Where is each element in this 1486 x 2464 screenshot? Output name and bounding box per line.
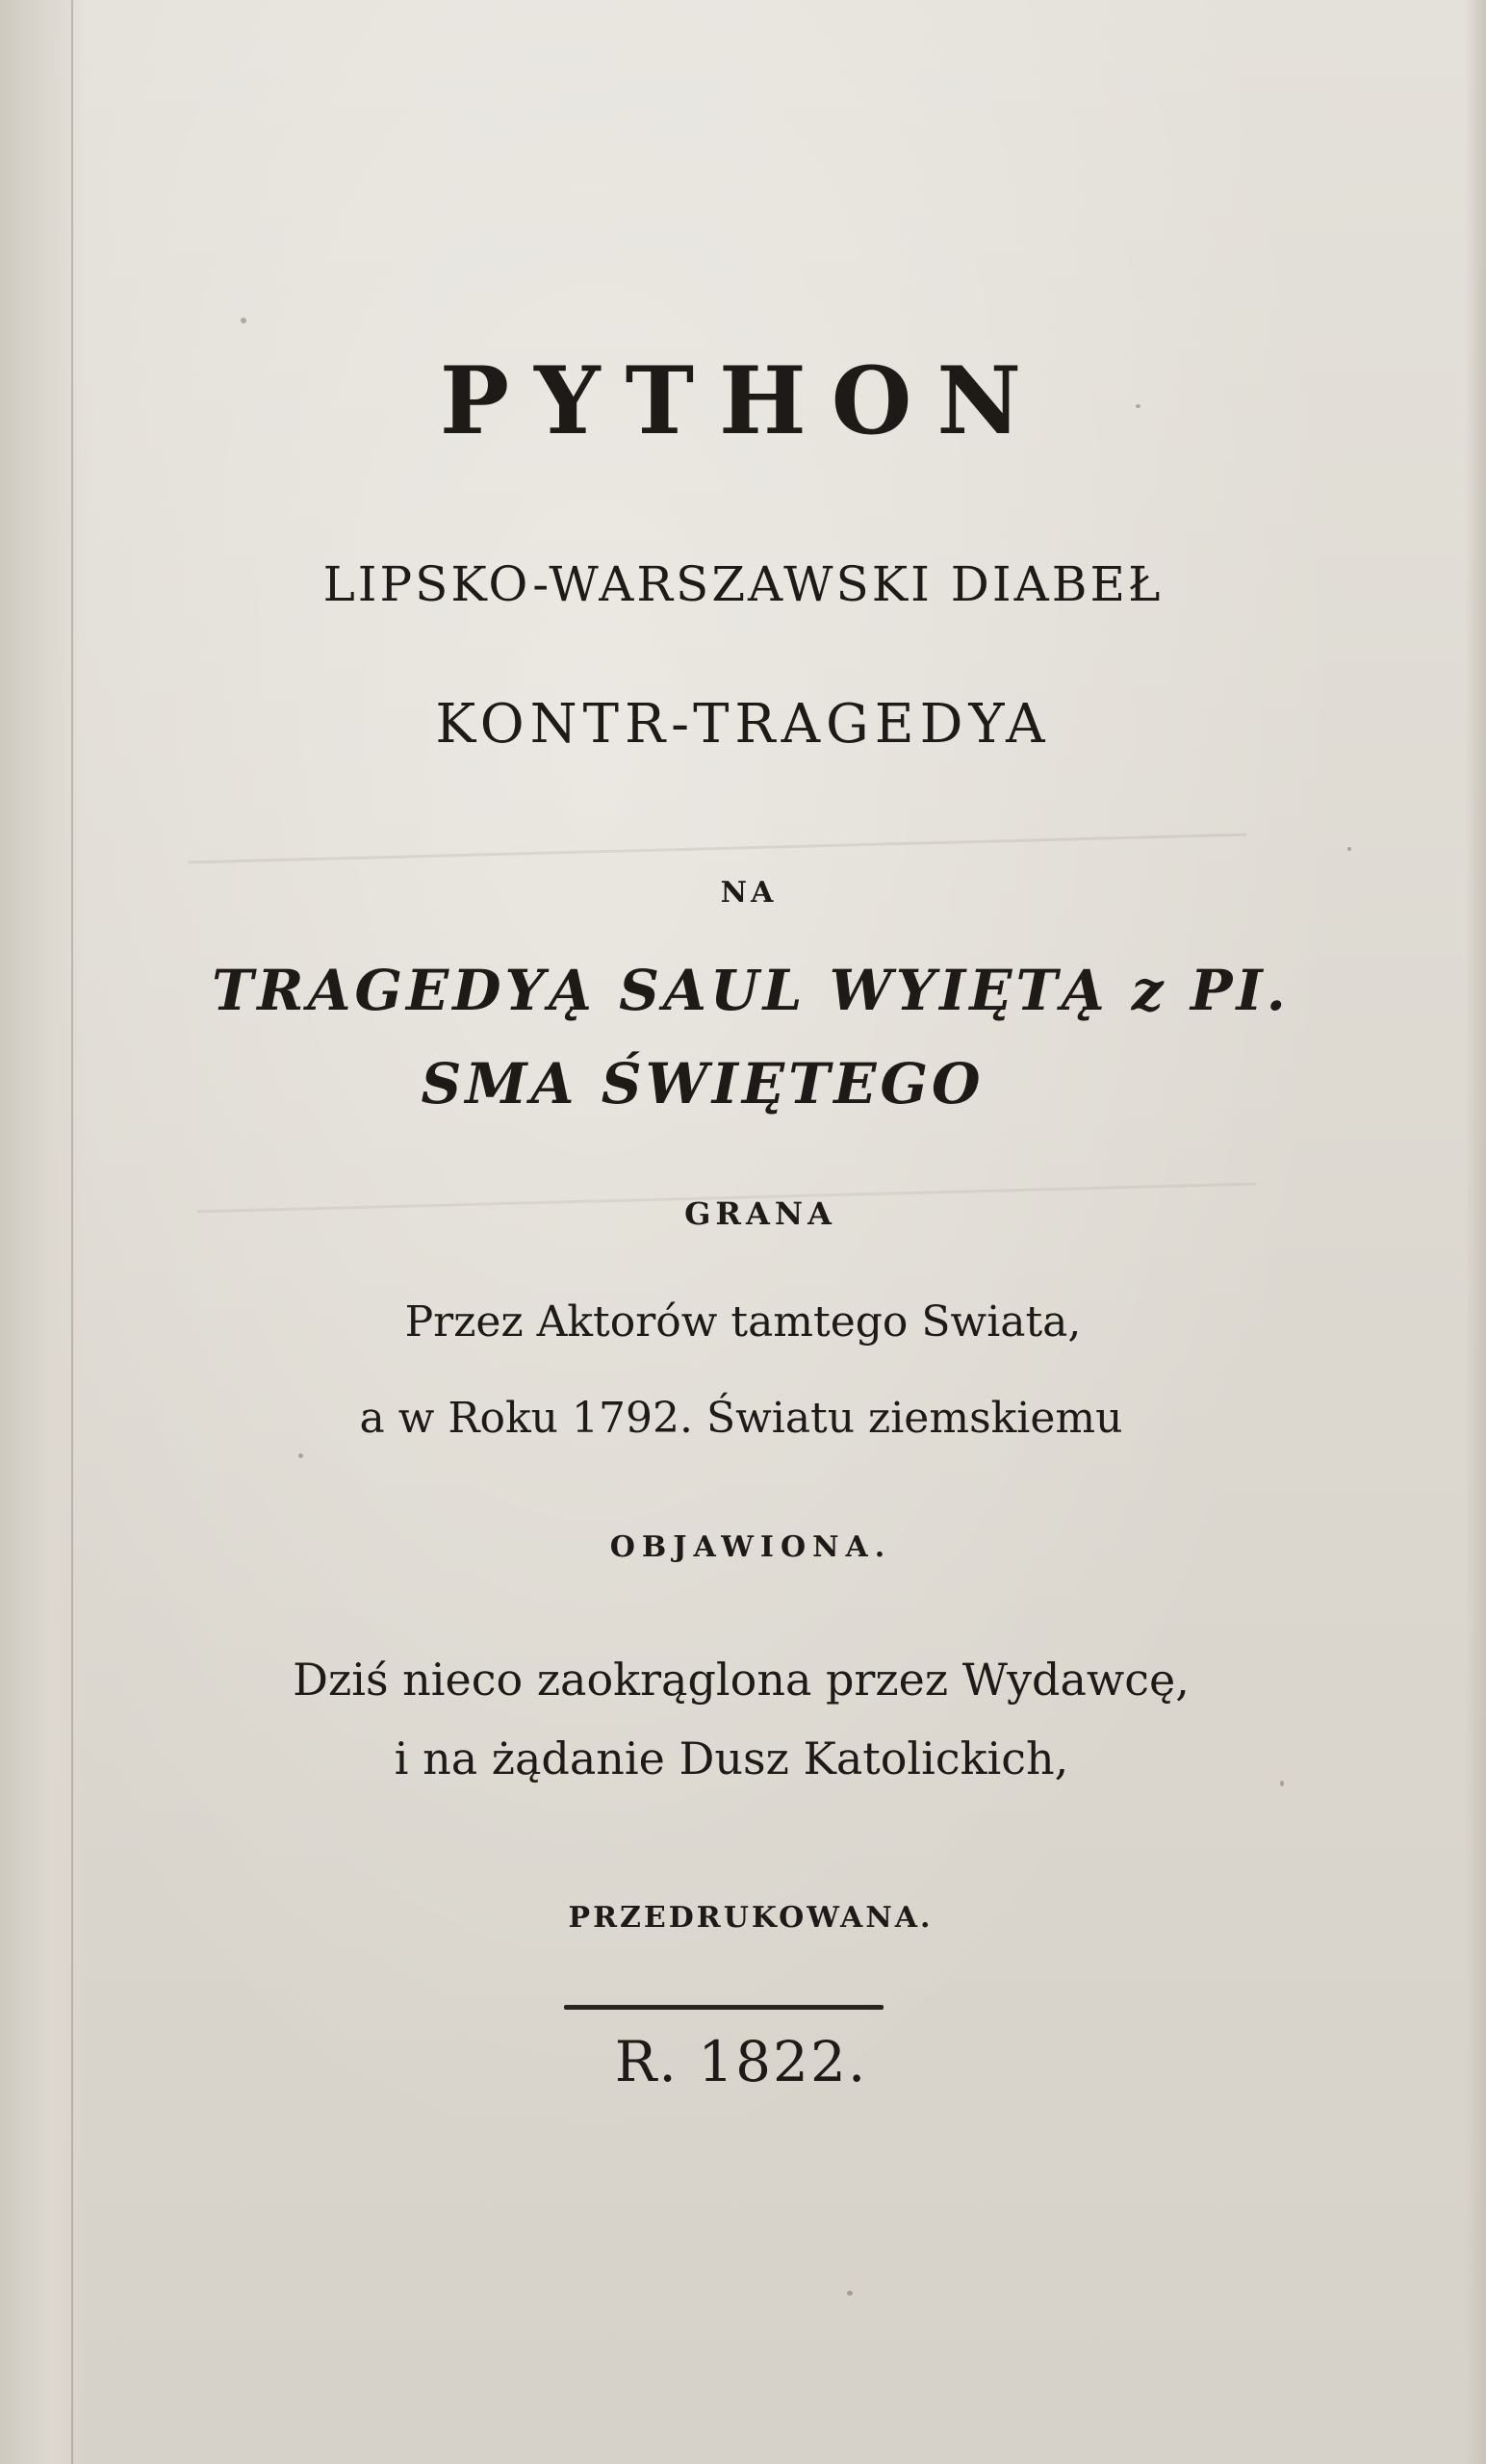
paper-speck xyxy=(1280,1781,1284,1786)
tragedy-line-2: SMA ŚWIĘTEGO xyxy=(421,1051,985,1116)
actors-line-2: a w Roku 1792. Światu ziemskiemu xyxy=(359,1394,1123,1443)
paper-speck xyxy=(1347,847,1351,851)
objawiona-label: OBJAWIONA. xyxy=(609,1530,892,1564)
przedrukowana-label: PRZEDRUKOWANA. xyxy=(568,1901,934,1935)
editor-line-1: Dziś nieco zaokrąglona przez Wydawcę, xyxy=(293,1654,1190,1706)
gutter-fold xyxy=(71,0,73,2464)
tragedy-line-1: TRAGEDYĄ SAUL WYIĘTĄ z PI. xyxy=(212,958,1290,1023)
publication-year: R. 1822. xyxy=(614,2029,868,2094)
editor-line-2: i na żądanie Dusz Katolickich, xyxy=(394,1732,1069,1784)
subtitle-line-1: LIPSKO-WARSZAWSKI DIABEŁ xyxy=(322,556,1164,612)
book-title: PYTHON xyxy=(439,346,1047,455)
paper-speck xyxy=(847,2291,853,2296)
preposition-na: NA xyxy=(720,876,778,910)
grana-label: GRANA xyxy=(684,1195,836,1232)
book-gutter xyxy=(0,0,87,2464)
paper-speck xyxy=(298,1453,303,1458)
subtitle-line-2: KONTR-TRAGEDYA xyxy=(435,693,1051,756)
actors-line-1: Przez Aktorów tamtego Swiata, xyxy=(404,1297,1082,1347)
horizontal-rule xyxy=(564,2005,884,2010)
paper-speck xyxy=(241,318,246,323)
page-edge xyxy=(1465,0,1486,2464)
